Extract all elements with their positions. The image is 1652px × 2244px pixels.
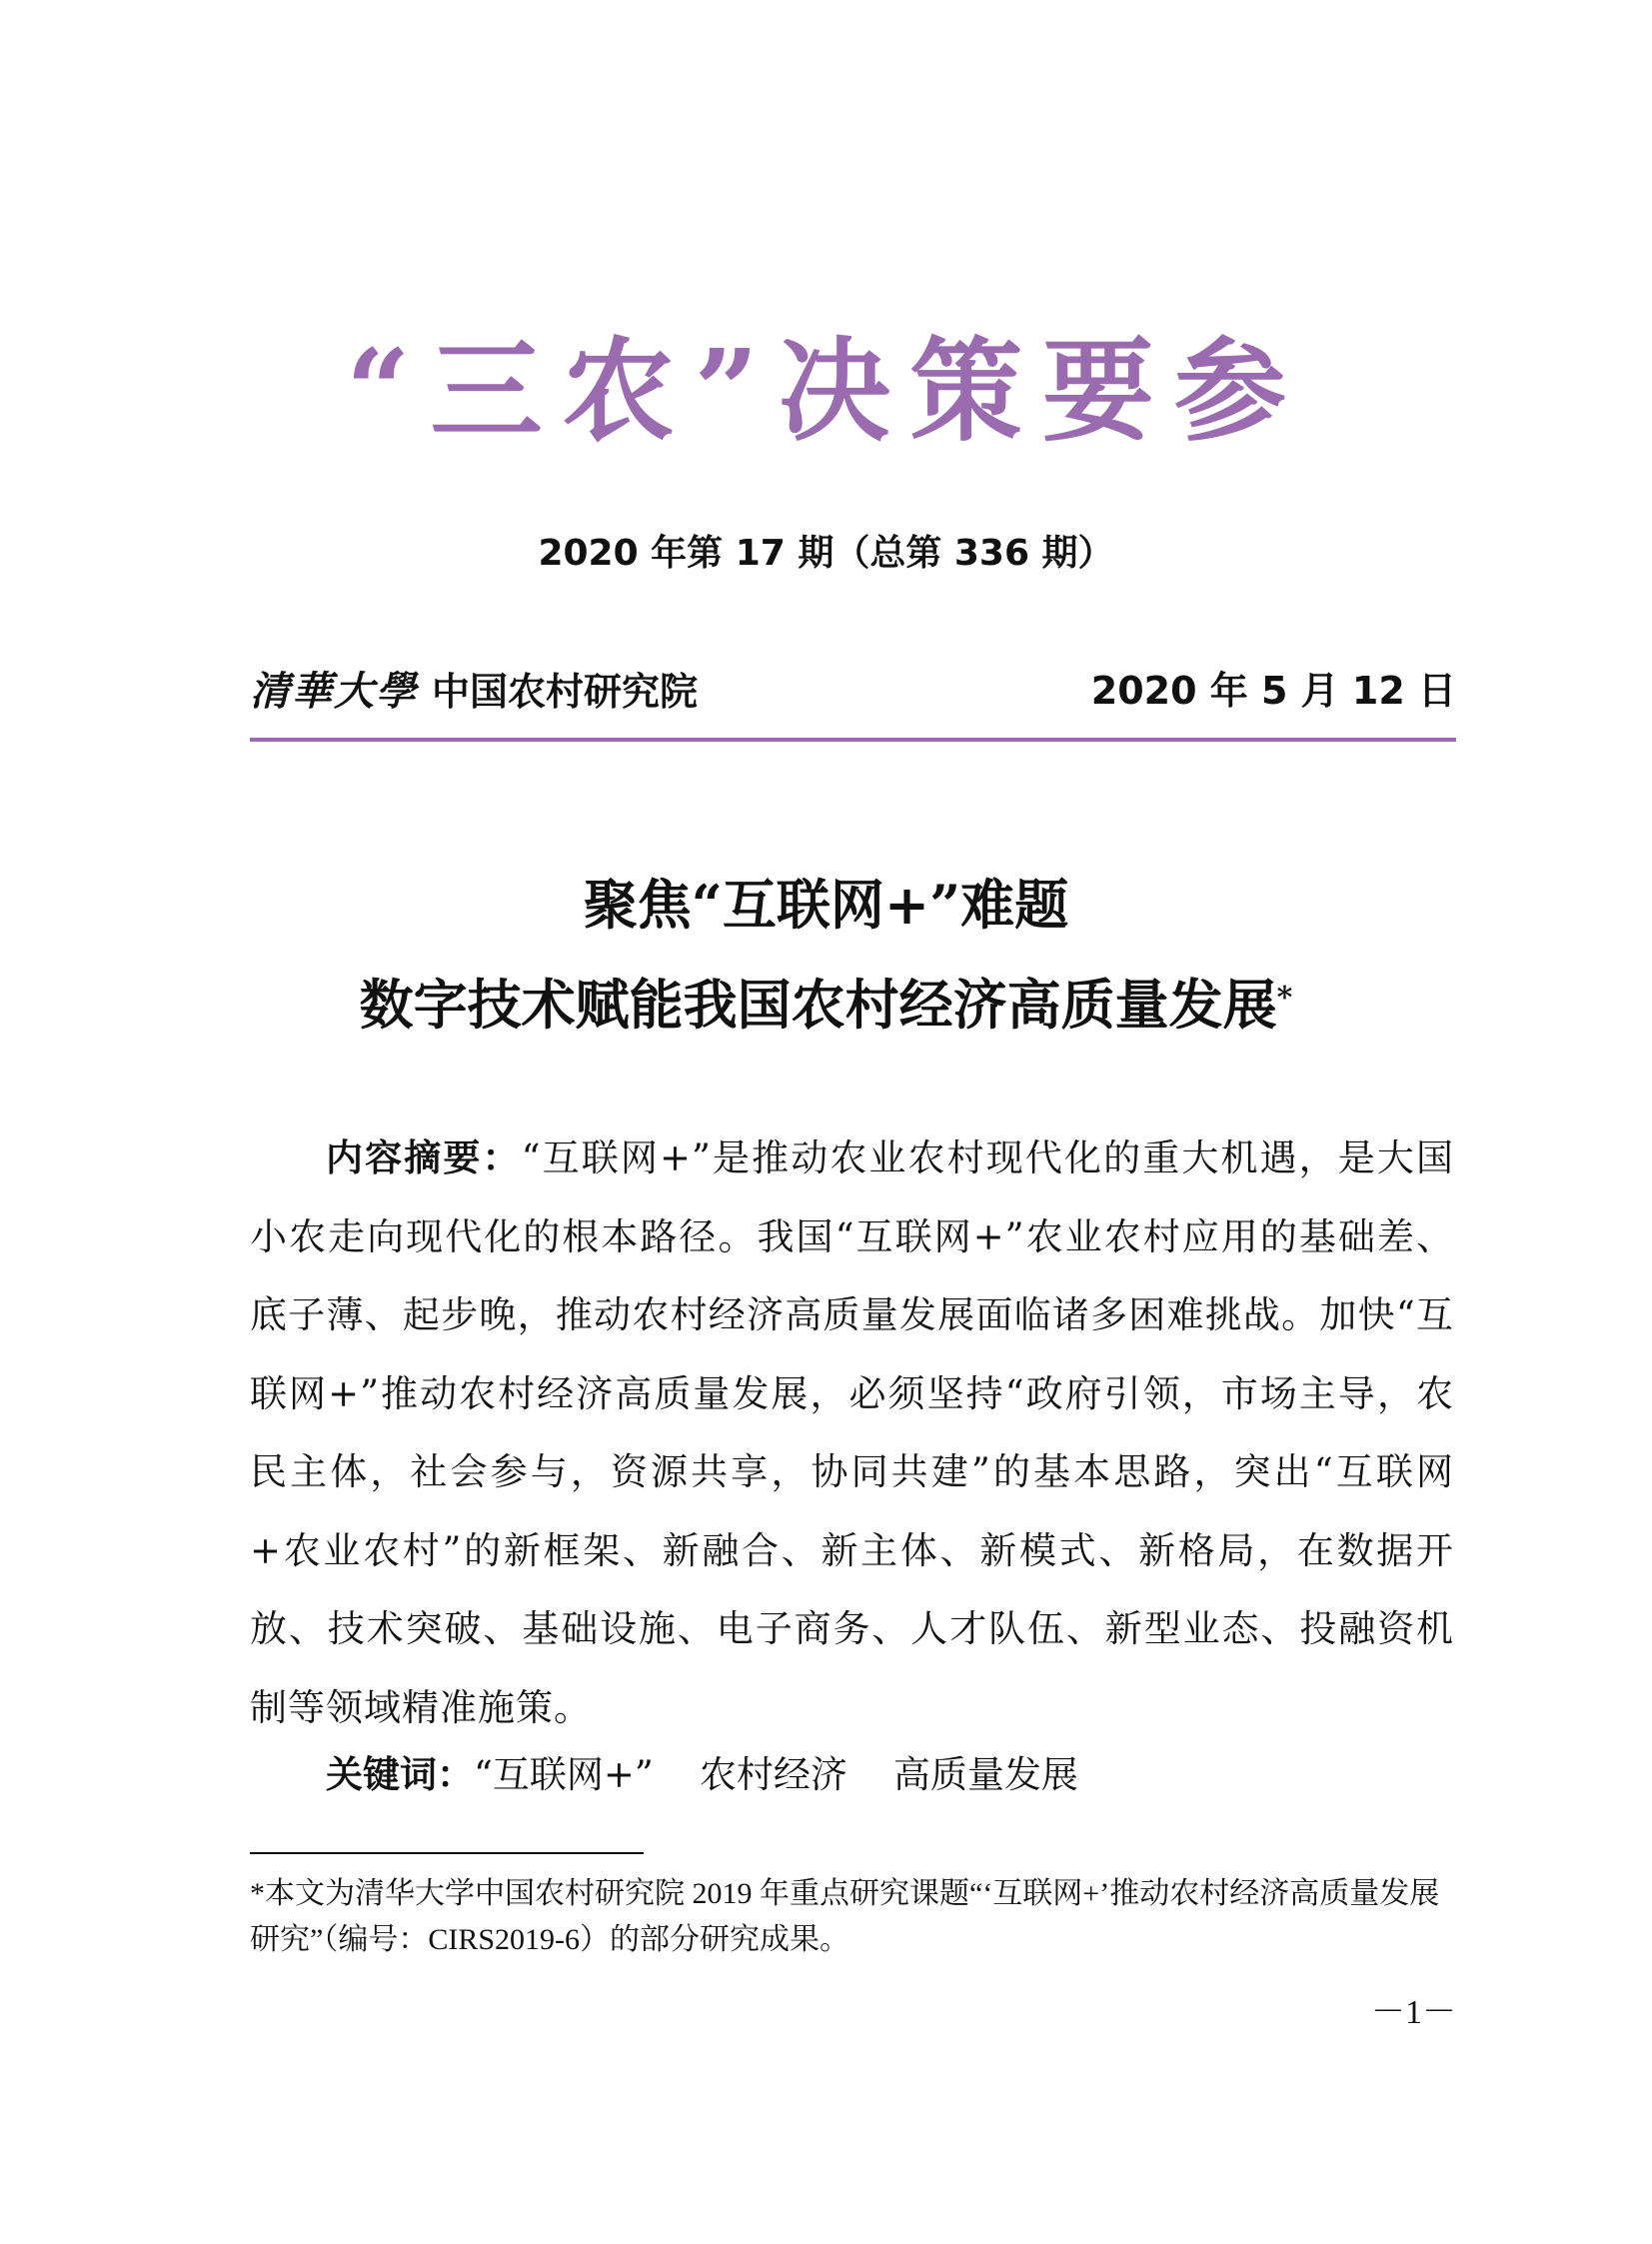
page-number: －1－ bbox=[1371, 1994, 1456, 2031]
abstract-text: “互联网+”是推动农业农村现代化的重大机遇，是大国小农走向现代化的根本路径。我国“互联网+”农业农村应用的基础差、底子薄、起步晚，推动农村经济高质量发展面临诸多困难挑战。加快“互联网+”推动农村经济高质量发展，必须坚持“政府引领，市场主导，农民主体，社会参与，资源共享，协同共建”的基本思路，突出“互联网+农业农村”的新框架、新融合、新主体、新模式、新格局，在数据开放、技术突破、基础设施、电子商务、人才队伍、新型业态、投融资机制等领域精准施策。 bbox=[250, 1136, 1455, 1729]
title-footnote-marker: * bbox=[1276, 981, 1293, 1016]
keywords-line bbox=[326, 1736, 1124, 1814]
article-title bbox=[0, 855, 1652, 1055]
keyword-item: 高质量发展 bbox=[892, 1753, 1078, 1796]
abstract-paragraph bbox=[250, 1120, 1454, 1747]
issue-number: 2020 年第 17 期（总第 336 期） bbox=[538, 533, 1114, 574]
title-line-1: 聚焦“互联网+”难题 bbox=[583, 873, 1069, 937]
institution-header bbox=[250, 660, 698, 717]
abstract-label: 内容摘要： bbox=[326, 1136, 522, 1179]
title-line-2-text: 数字技术赋能我国农村经济高质量发展 bbox=[359, 973, 1277, 1037]
institute-name: 中国农村研究院 bbox=[432, 670, 699, 714]
title-line-2 bbox=[0, 955, 1652, 1055]
footnote-divider bbox=[250, 1852, 644, 1854]
keyword-item: 农村经济 bbox=[699, 1753, 847, 1796]
keywords-label: 关键词： bbox=[326, 1753, 474, 1796]
footnote: *本文为清华大学中国农村研究院 2019 年重点研究课题“‘互联网+’推动农村经济高质量发展研究”（编号：CIRS2019-6）的部分研究成果。 bbox=[250, 1877, 1440, 1956]
header-divider bbox=[250, 738, 1456, 742]
publication-date: 2020 年 5 月 12 日 bbox=[1090, 669, 1456, 713]
university-logo-text: 清華大學 bbox=[250, 668, 418, 715]
masthead-title: “三农”决策要参 bbox=[346, 326, 1306, 457]
keyword-item: “互联网+” bbox=[474, 1753, 654, 1796]
